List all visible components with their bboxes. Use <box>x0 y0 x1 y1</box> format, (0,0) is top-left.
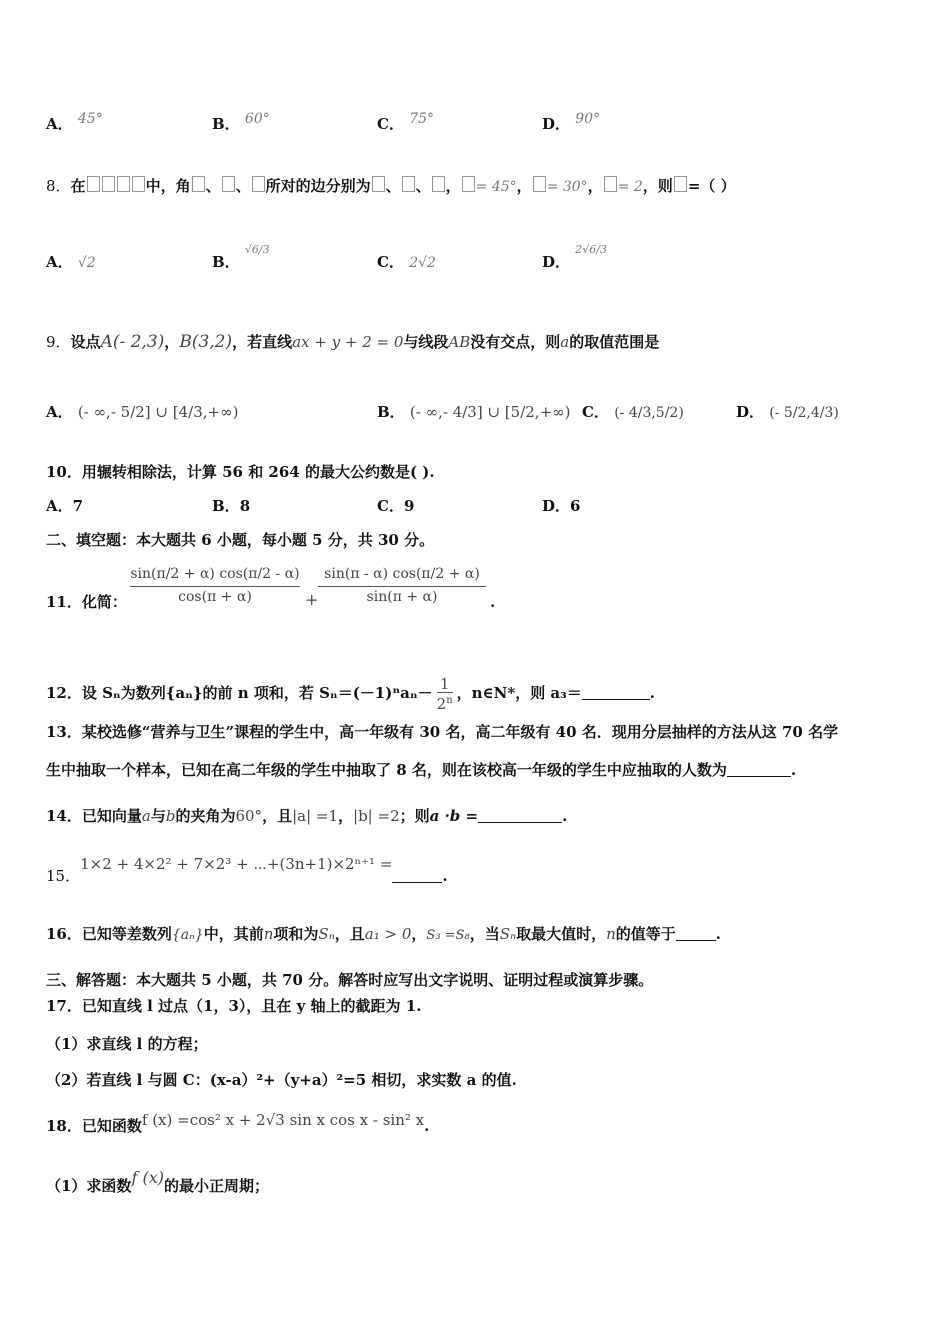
section-heading-fill-in: 二、填空题：本大题共 6 小题，每小题 5 分，共 30 分。 <box>46 531 435 549</box>
q10-option-c: C．9 <box>377 497 415 515</box>
q17-part-2: （2）若直线 l 与圆 C：(x-a）²+（y+a）²=5 相切，求实数 a 的值. <box>46 1071 517 1089</box>
q8-option-c: C． 2√2 <box>377 253 436 271</box>
q10-stem: 10．用辗转相除法，计算 56 和 264 的最大公约数是( ). <box>46 463 435 481</box>
q11-frac2-numerator: sin(π - α) cos(π/2 + α) <box>318 566 486 587</box>
q8-option-a: A． √2 <box>46 253 96 271</box>
q11-end: . <box>490 593 496 611</box>
q8-stem: 8．在 中，角 、 、 所对的边分别为 、 、 ， = 45°， = 30°， = 2，则 =（ ） <box>46 177 736 195</box>
q8-option-d: D． $^{2√6/3}$ <box>542 243 607 271</box>
q17-part-1: （1）求直线 l 的方程； <box>46 1035 208 1053</box>
q11-frac2-denominator: sin(π + α) <box>366 589 438 605</box>
q11-plus: + <box>305 590 319 609</box>
q15-stem: 15．1×2 + 4×2² + 7×2³ + ⋯+(3n+1)×2ⁿ⁺¹ =. <box>46 855 448 885</box>
q13-line-1: 13．某校选修“营养与卫生”课程的学生中，高一年级有 30 名，高二年级有 40 名．现用分层抽样的方法从这 70 名学 <box>46 723 839 741</box>
q7-option-c: C． 75° <box>377 111 435 133</box>
q9-option-c: C． (- 4/3,5/2) <box>582 403 684 421</box>
q10-option-a: A．7 <box>46 497 84 515</box>
q11-fraction-2 <box>318 566 486 605</box>
q9-option-d: D． (- 5/2,4/3) <box>736 403 839 421</box>
q18-part-1: （1）求函数f (x)的最小正周期； <box>46 1168 269 1195</box>
q12-stem: 12．设 Sₙ为数列{aₙ}的前 n 项和，若 Sₙ＝(－1)ⁿaₙ－ $\frac{1}{2^n}$ ，n∈N*，则 a₃＝ . <box>46 675 655 713</box>
q9-stem: 9．设点A(- 2,3)，B(3,2)，若直线ax + y + 2 = 0与线段AB没有交点，则a的取值范围是 <box>46 332 660 352</box>
q10-option-b: B．8 <box>212 497 251 515</box>
q7-option-a: A． 45° <box>46 111 103 133</box>
q10-option-d: D．6 <box>542 497 581 515</box>
q11-frac1-numerator: sin(π/2 + α) cos(π/2 - α) <box>130 566 300 587</box>
q9-option-b: B． (- ∞,- 4/3] ∪ [5/2,+∞) <box>377 403 571 421</box>
q7-option-b: B． 60° <box>212 111 270 133</box>
q7-option-d: D． 90° <box>542 111 601 133</box>
q9-option-a: A． (- ∞,- 5/2] ∪ [4/3,+∞) <box>46 403 239 421</box>
section-heading-solutions: 三、解答题：本大题共 5 小题，共 70 分。解答时应写出文字说明、证明过程或演算步骤。 <box>46 971 654 989</box>
q8-option-b: B． $^{√6/3}$ <box>212 243 270 271</box>
q11-label: 11．化简： <box>46 593 127 611</box>
q11-fraction-1 <box>130 566 300 605</box>
q18-stem: 18．已知函数f (x) =cos² x + 2√3 sin x cos x - sin² x. <box>46 1111 430 1135</box>
q11-frac1-denominator: cos(π + α) <box>178 589 252 605</box>
q17-stem: 17．已知直线 l 过点（1，3），且在 y 轴上的截距为 1. <box>46 997 422 1015</box>
q16-stem: 16．已知等差数列{aₙ}中，其前n项和为Sₙ，且a₁ > 0，S₃ =S₈，当Sₙ取最大值时，n的值等于 . <box>46 925 721 943</box>
q13-line-2: 生中抽取一个样本，已知在高二年级的学生中抽取了 8 名，则在该校高一年级的学生中应抽取的人数为 . <box>46 761 797 779</box>
q14-stem: 14．已知向量a与b的夹角为60°，且|a| =1，|b| =2；则a ·b = . <box>46 807 568 825</box>
